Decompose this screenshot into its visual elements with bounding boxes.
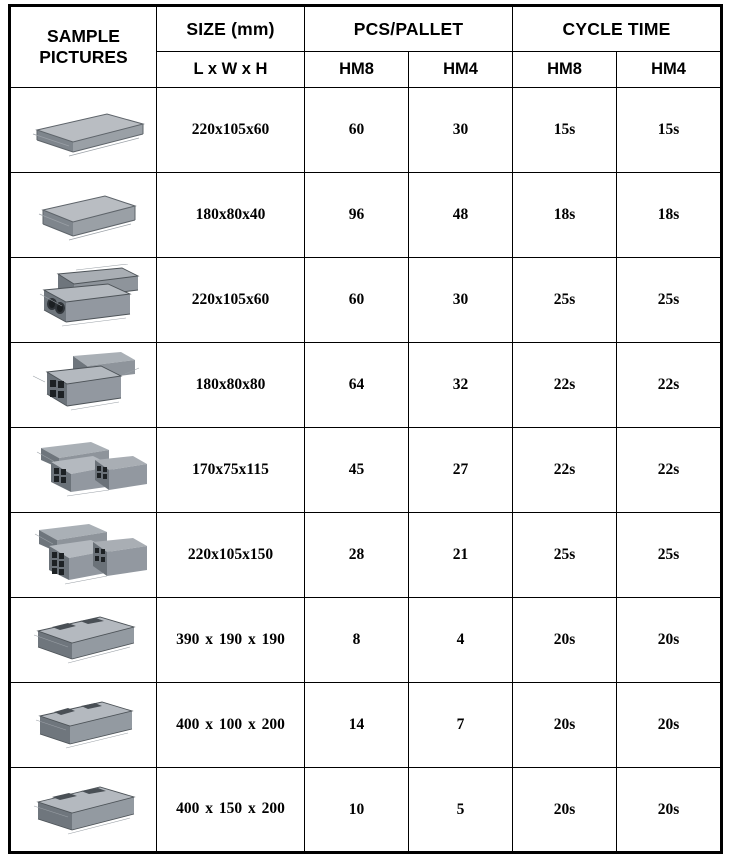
- pcs-hm4-cell: 4: [409, 598, 513, 683]
- table-row: [10, 88, 722, 173]
- sample-picture-cell: [10, 768, 157, 853]
- cycle-hm8-cell: 18s: [513, 173, 617, 258]
- size-cell: 180x80x40: [157, 173, 305, 258]
- cycle-hm8-cell: 22s: [513, 343, 617, 428]
- table-row: [10, 683, 722, 768]
- pcs-hm8-cell: 60: [305, 88, 409, 173]
- header-sample-pictures-line2: PICTURES: [39, 47, 128, 67]
- hollow-block-thin-icon: [11, 687, 156, 763]
- size-cell: 220x105x150: [157, 513, 305, 598]
- pcs-hm4-cell: 32: [409, 343, 513, 428]
- pcs-hm8-cell: 45: [305, 428, 409, 513]
- pcs-hm8-cell: 96: [305, 173, 409, 258]
- sample-picture-cell: [10, 513, 157, 598]
- header-sample-pictures-line1: SAMPLE: [47, 26, 120, 46]
- sample-picture-cell: [10, 173, 157, 258]
- two-hole-brick-pair-icon: [11, 262, 156, 338]
- cycle-hm4-cell: 25s: [617, 258, 722, 343]
- size-cell: 220x105x60: [157, 88, 305, 173]
- cycle-hm4-cell: 22s: [617, 343, 722, 428]
- cycle-hm8-cell: 20s: [513, 683, 617, 768]
- six-hole-brick-group-icon: [11, 432, 156, 508]
- cycle-hm8-cell: 15s: [513, 88, 617, 173]
- hollow-block-wide-icon: [11, 772, 156, 848]
- pcs-hm8-cell: 10: [305, 768, 409, 853]
- size-cell: 400 x 150 x 200: [157, 768, 305, 853]
- size-cell: 170x75x115: [157, 428, 305, 513]
- cycle-hm4-cell: 25s: [617, 513, 722, 598]
- pcs-hm8-cell: 8: [305, 598, 409, 683]
- cycle-hm8-cell: 20s: [513, 598, 617, 683]
- header-pcs-pallet: PCS/PALLET: [305, 6, 513, 52]
- header-pcs-hm8: HM8: [305, 52, 409, 88]
- cycle-hm8-cell: 25s: [513, 513, 617, 598]
- cycle-hm4-cell: 20s: [617, 683, 722, 768]
- pcs-hm4-cell: 5: [409, 768, 513, 853]
- four-hole-brick-icon: [11, 347, 156, 423]
- table-row: [10, 258, 722, 343]
- pcs-hm8-cell: 28: [305, 513, 409, 598]
- cycle-hm4-cell: 20s: [617, 598, 722, 683]
- hollow-block-long-icon: [11, 602, 156, 678]
- cycle-hm8-cell: 25s: [513, 258, 617, 343]
- cycle-hm4-cell: 15s: [617, 88, 722, 173]
- size-cell: 180x80x80: [157, 343, 305, 428]
- table-header-row-1: [10, 6, 722, 52]
- sample-picture-cell: [10, 88, 157, 173]
- sample-picture-cell: [10, 343, 157, 428]
- sample-picture-cell: [10, 683, 157, 768]
- solid-small-brick-icon: [11, 177, 156, 253]
- table-row: [10, 768, 722, 853]
- table-row: [10, 343, 722, 428]
- product-spec-table: [8, 4, 723, 854]
- cycle-hm8-cell: 20s: [513, 768, 617, 853]
- header-sample-pictures: [10, 6, 157, 88]
- size-cell: 220x105x60: [157, 258, 305, 343]
- cycle-hm4-cell: 22s: [617, 428, 722, 513]
- sample-picture-cell: [10, 598, 157, 683]
- header-size: SIZE (mm): [157, 6, 305, 52]
- table-row: [10, 513, 722, 598]
- pcs-hm4-cell: 7: [409, 683, 513, 768]
- sample-picture-cell: [10, 428, 157, 513]
- size-cell: 400 x 100 x 200: [157, 683, 305, 768]
- pcs-hm4-cell: 30: [409, 258, 513, 343]
- header-cycle-hm8: HM8: [513, 52, 617, 88]
- cycle-hm8-cell: 22s: [513, 428, 617, 513]
- table-row: [10, 428, 722, 513]
- solid-paver-brick-icon: [11, 92, 156, 168]
- pcs-hm8-cell: 64: [305, 343, 409, 428]
- pcs-hm4-cell: 21: [409, 513, 513, 598]
- table-row: [10, 173, 722, 258]
- table-body: [10, 88, 722, 853]
- header-cycle-hm4: HM4: [617, 52, 722, 88]
- pcs-hm4-cell: 48: [409, 173, 513, 258]
- header-cycle-time: CYCLE TIME: [513, 6, 722, 52]
- pcs-hm8-cell: 14: [305, 683, 409, 768]
- header-pcs-hm4: HM4: [409, 52, 513, 88]
- table-row: [10, 598, 722, 683]
- size-cell: 390 x 190 x 190: [157, 598, 305, 683]
- pcs-hm4-cell: 30: [409, 88, 513, 173]
- pcs-hm8-cell: 60: [305, 258, 409, 343]
- cycle-hm4-cell: 18s: [617, 173, 722, 258]
- sample-picture-cell: [10, 258, 157, 343]
- six-hole-tall-brick-group-icon: [11, 517, 156, 593]
- pcs-hm4-cell: 27: [409, 428, 513, 513]
- header-size-sub: L x W x H: [157, 52, 305, 88]
- cycle-hm4-cell: 20s: [617, 768, 722, 853]
